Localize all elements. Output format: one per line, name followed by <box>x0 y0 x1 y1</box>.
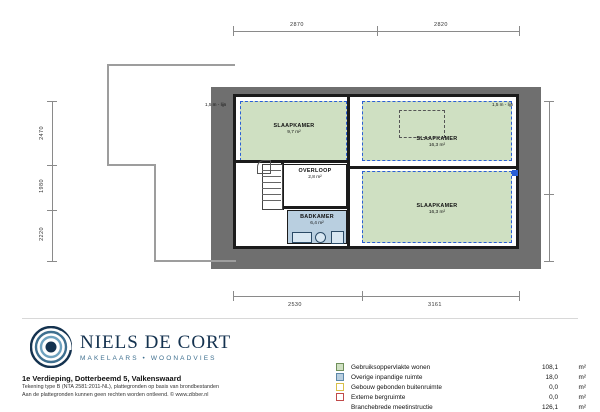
legend-row <box>336 402 586 412</box>
room-label-slaapkamer-2 <box>392 136 482 150</box>
stair-winder <box>257 160 271 174</box>
room-area: 2,8 m² <box>308 175 322 181</box>
room-area: 6,4 m² <box>310 221 324 227</box>
toilet-fixture <box>315 232 326 243</box>
legend-value: 18,0 <box>545 373 558 381</box>
dimension-left-2: 1980 <box>38 179 45 193</box>
shower-fixture <box>331 231 344 244</box>
legend-label: Externe bergruimte <box>351 393 406 401</box>
interior-wall-horizontal-1 <box>236 160 347 163</box>
interior-wall-horizontal-3 <box>283 206 347 209</box>
roof-band-bottom <box>233 249 519 269</box>
dimension-top-2: 2820 <box>434 22 448 28</box>
room-name: SLAAPKAMER <box>273 123 315 129</box>
legend-row <box>336 392 586 402</box>
exterior-wall-left <box>233 94 236 249</box>
dimension-tick <box>544 101 554 102</box>
legend-swatch-green-icon <box>336 363 344 371</box>
stair-step <box>262 176 281 177</box>
legend-row <box>336 372 586 382</box>
company-logo <box>30 326 231 368</box>
eaves-label-left: 1,5 m - lijn <box>205 102 227 107</box>
dimension-tick <box>47 101 57 102</box>
legend-value: 0,0 <box>549 383 558 391</box>
roof-band-right <box>519 94 541 269</box>
dimension-line-left-3 <box>52 210 53 261</box>
dimension-bottom-1: 2530 <box>288 302 302 308</box>
footer-divider <box>22 318 578 319</box>
room-area: 16,3 m² <box>428 143 446 149</box>
legend-value: 126,1 <box>542 403 558 411</box>
exterior-wall-bottom <box>233 246 519 249</box>
logo-text <box>80 333 231 362</box>
dimension-line-right-2 <box>549 194 550 261</box>
dimension-bottom-2: 3161 <box>428 302 442 308</box>
room-label-badkamer <box>288 214 346 228</box>
room-label-slaapkamer-3 <box>392 203 482 217</box>
legend-unit: m² <box>578 363 586 371</box>
legend-unit: m² <box>578 393 586 401</box>
legend-label: Gebouw gebonden buitenruimte <box>351 383 442 391</box>
drawing-note-line-1: Tekening type B (NTA 2581:2011-NL), plattegronden op basis van brondbestanden <box>22 384 219 390</box>
concentric-circles-icon <box>30 326 72 368</box>
outline-wall <box>107 64 235 66</box>
stair-step <box>262 200 281 201</box>
dimension-top-1: 2870 <box>290 22 304 28</box>
eaves-label-right: 1,5 m - lijn <box>492 102 514 107</box>
legend-row <box>336 362 586 372</box>
room-label-overloop <box>286 168 344 182</box>
exterior-wall-top <box>233 94 519 97</box>
room-label-slaapkamer-1 <box>248 123 340 137</box>
footer <box>0 318 600 411</box>
stair-step <box>262 188 281 189</box>
dimension-left-3: 2220 <box>38 227 45 241</box>
dimension-left-1: 2470 <box>38 126 45 140</box>
stair-step <box>262 182 281 183</box>
room-area: 16,3 m² <box>428 210 446 216</box>
dimension-line-left-2 <box>52 165 53 210</box>
legend-swatch-yellow-icon <box>336 383 344 391</box>
dimension-tick <box>519 291 520 301</box>
dimension-line-top-2 <box>377 31 519 32</box>
legend-unit: m² <box>578 403 586 411</box>
legend-value: 108,1 <box>542 363 558 371</box>
dimension-line-top-1 <box>233 31 377 32</box>
legend-unit: m² <box>578 373 586 381</box>
closet-outline <box>399 110 445 138</box>
bathtub-fixture <box>292 232 312 243</box>
dimension-line-bottom-2 <box>362 296 519 297</box>
dimension-tick <box>233 26 234 36</box>
legend-swatch-none-icon <box>336 403 344 411</box>
dimension-line-left-1 <box>52 101 53 165</box>
legend-value: 0,0 <box>549 393 558 401</box>
company-tagline: MAKELAARS • WOONADVIES <box>80 354 217 362</box>
dimension-line-right-1 <box>549 101 550 194</box>
room-area: 9,7 m² <box>287 130 301 136</box>
company-name: NIELS DE CORT <box>80 331 232 353</box>
dimension-tick <box>233 291 234 301</box>
dimension-line-bottom-1 <box>233 296 362 297</box>
interior-wall-horizontal-2 <box>349 166 516 169</box>
dimension-tick <box>47 261 57 262</box>
area-legend <box>336 362 586 412</box>
legend-unit: m² <box>578 383 586 391</box>
stair-step <box>262 194 281 195</box>
room-name: SLAAPKAMER <box>416 136 458 142</box>
dimension-tick <box>544 261 554 262</box>
roof-band-left <box>211 94 233 269</box>
room-name: BADKAMER <box>300 214 334 220</box>
outline-wall <box>154 260 236 262</box>
dimension-tick <box>519 26 520 36</box>
legend-swatch-blue-icon <box>336 373 344 381</box>
legend-label: Gebruiksoppervlakte wonen <box>351 363 431 371</box>
window-marker <box>512 170 518 176</box>
outline-wall <box>107 64 109 165</box>
outline-wall <box>107 164 155 166</box>
interior-wall-vertical-main <box>347 94 350 246</box>
logo-mark-icon <box>30 326 72 368</box>
room-name: SLAAPKAMER <box>416 203 458 209</box>
outline-wall <box>154 164 156 261</box>
legend-label: Branchebrede meetinstructie <box>351 403 433 411</box>
legend-row <box>336 382 586 392</box>
drawing-note-line-2: Aan de plattegronden kunnen geen rechten worden ontleend. © www.zibber.nl <box>22 392 209 398</box>
legend-label: Overige inpandige ruimte <box>351 373 423 381</box>
room-name: OVERLOOP <box>298 168 332 174</box>
property-address: 1e Verdieping, Dotterbeemd 5, Valkenswaard <box>22 374 182 383</box>
